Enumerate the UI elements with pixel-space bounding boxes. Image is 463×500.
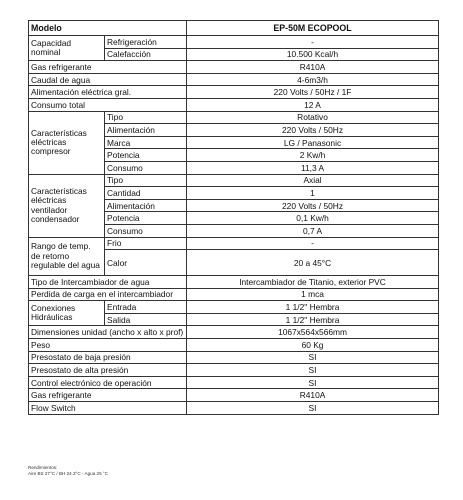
row-value: 0,1 Kw/h [187, 212, 439, 225]
row-value: 220 Volts / 50Hz [187, 199, 439, 212]
sub-label: Consumo [105, 224, 187, 237]
sub-label: Potencia [105, 212, 187, 225]
row-value: 1 1/2" Hembra [187, 313, 439, 326]
row-value: 11,3 A [187, 161, 439, 174]
table-row [29, 86, 439, 99]
row-label: Rango de temp. de retorno regulable del agua [29, 237, 105, 276]
row-label: Gas refrigerante [29, 389, 187, 402]
table-row [29, 288, 439, 301]
row-label: Consumo total [29, 98, 187, 111]
table-row [29, 301, 439, 314]
table-row [29, 276, 439, 289]
row-label: Presostato de alta presión [29, 364, 187, 377]
row-value: SI [187, 364, 439, 377]
sub-label: Frio [105, 237, 187, 250]
sub-label: Entrada [105, 301, 187, 314]
table-row [29, 36, 439, 49]
row-label: Presostato de baja presión [29, 351, 187, 364]
footnote-text: Aire BS 27°C / BH 24.3°C - Agua 25 °C [28, 470, 109, 476]
row-label: Perdida de carga en el intercambiador [29, 288, 187, 301]
row-value: Axial [187, 174, 439, 187]
sub-label: Consumo [105, 161, 187, 174]
table-row [29, 339, 439, 352]
row-value: 10.500 Kcal/h [187, 48, 439, 61]
row-label: Control electrónico de operación [29, 376, 187, 389]
footnote-title: Rendimientos: [28, 465, 58, 470]
table-row [29, 61, 439, 74]
row-value: 1 mca [187, 288, 439, 301]
row-value: 220 Volts / 50Hz [187, 124, 439, 137]
row-label: Capacidad nominal [29, 36, 105, 61]
row-value: - [187, 237, 439, 250]
sub-label: Marca [105, 136, 187, 149]
sub-label: Cantidad [105, 187, 187, 200]
row-value: 60 Kg [187, 339, 439, 352]
row-value: SI [187, 376, 439, 389]
model-name: EP-50M ECOPOOL [187, 21, 439, 36]
table-row [29, 174, 439, 187]
spec-table [28, 20, 439, 415]
row-label: Características eléctricas compresor [29, 111, 105, 174]
row-value: 2 Kw/h [187, 149, 439, 162]
row-value: SI [187, 402, 439, 415]
table-row [29, 237, 439, 250]
row-value: 4-6m3/h [187, 73, 439, 86]
sub-label: Refrigeración [105, 36, 187, 49]
row-value: 0,7 A [187, 224, 439, 237]
row-value: Rotativo [187, 111, 439, 124]
sub-label: Salida [105, 313, 187, 326]
table-row [29, 402, 439, 415]
table-row [29, 326, 439, 339]
row-label: Características eléctricas ventilador condensador [29, 174, 105, 237]
row-label: Tipo de Intercambiador de agua [29, 276, 187, 289]
table-row [29, 351, 439, 364]
sub-label: Tipo [105, 111, 187, 124]
row-label: Dimensiones unidad (ancho x alto x prof) [29, 326, 187, 339]
row-label: Caudal de agua [29, 73, 187, 86]
table-row [29, 98, 439, 111]
row-value: 1 [187, 187, 439, 200]
table-header-row [29, 21, 439, 36]
sub-label: Calefacción [105, 48, 187, 61]
row-label: Flow Switch [29, 402, 187, 415]
row-value: Intercambiador de Titanio, exterior PVC [187, 276, 439, 289]
sub-label: Calor [105, 250, 187, 276]
row-value: SI [187, 351, 439, 364]
row-value: R410A [187, 61, 439, 74]
row-value: - [187, 36, 439, 49]
sub-label: Alimentación [105, 124, 187, 137]
table-row [29, 73, 439, 86]
row-value: 12 A [187, 98, 439, 111]
sub-label: Tipo [105, 174, 187, 187]
row-label: Gas refrigerante [29, 61, 187, 74]
row-label: Peso [29, 339, 187, 352]
row-label: Alimentación eléctrica gral. [29, 86, 187, 99]
row-label: Conexiones Hidráulicas [29, 301, 105, 326]
row-value: 1067x564x566mm [187, 326, 439, 339]
sub-label: Potencia [105, 149, 187, 162]
table-row [29, 111, 439, 124]
row-value: LG / Panasonic [187, 136, 439, 149]
sub-label: Alimentación [105, 199, 187, 212]
row-value: 1 1/2" Hembra [187, 301, 439, 314]
footnote [28, 465, 108, 476]
row-value: 220 Volts / 50Hz / 1F [187, 86, 439, 99]
header-label: Modelo [29, 21, 187, 36]
table-row [29, 389, 439, 402]
row-value: 20 a 45°C [187, 250, 439, 276]
table-row [29, 376, 439, 389]
row-value: R410A [187, 389, 439, 402]
table-row [29, 364, 439, 377]
